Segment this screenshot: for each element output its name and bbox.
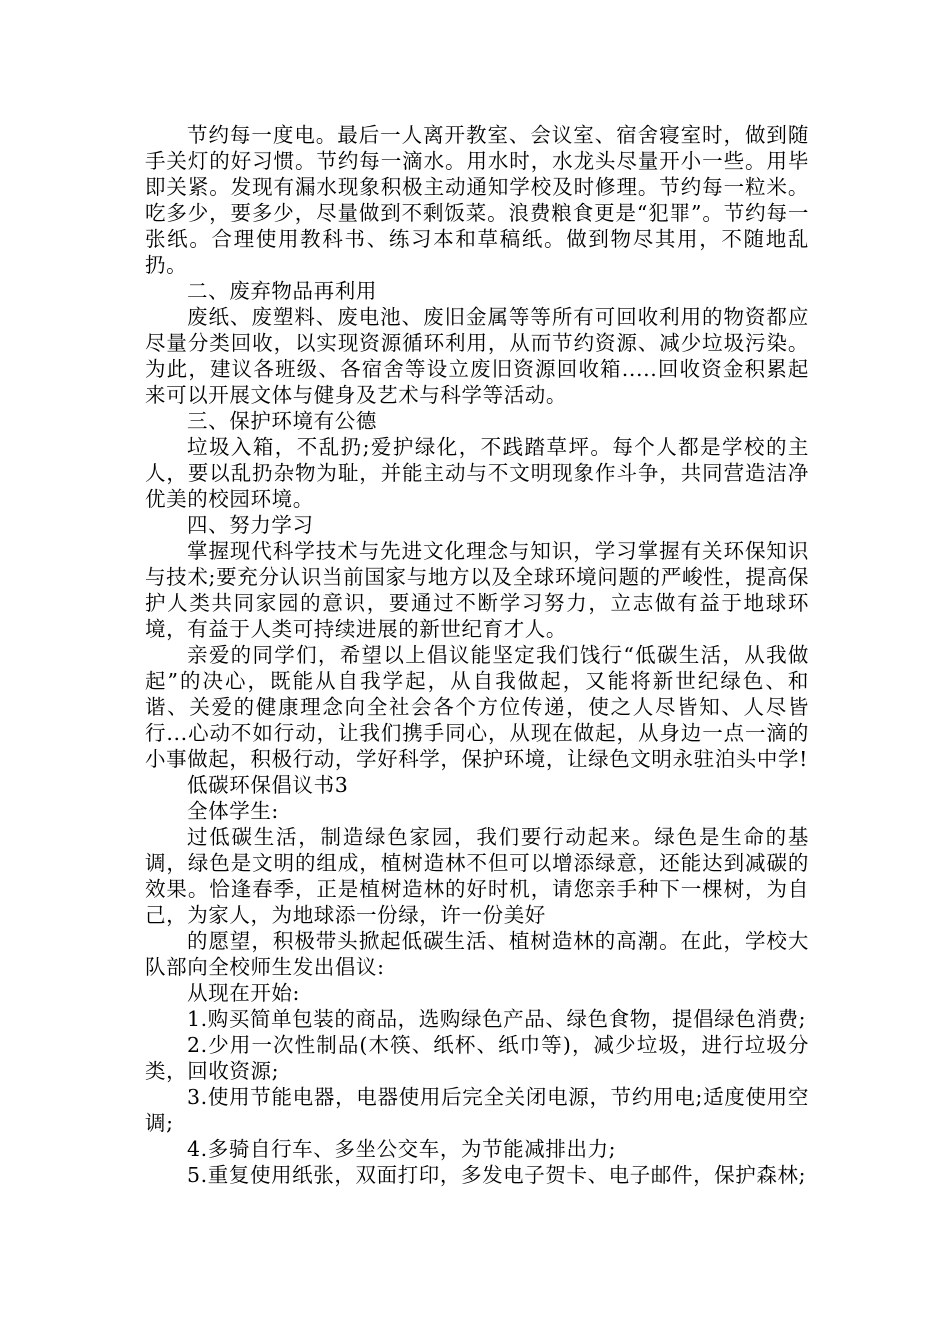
section-heading-reuse-waste: 二、废弃物品再利用 bbox=[187, 279, 377, 303]
document-title-proposal-3: 低碳环保倡议书3 bbox=[187, 773, 349, 797]
section-heading-protect-environment: 三、保护环境有公德 bbox=[187, 409, 377, 433]
salutation: 全体学生: bbox=[187, 799, 279, 823]
list-item-5: 5.重复使用纸张，双面打印，多发电子贺卡、电子邮件，保护森林; bbox=[187, 1163, 807, 1187]
section-heading-study-hard: 四、努力学习 bbox=[187, 513, 314, 537]
list-item-3: 3.使用节能电器，电器使用后完全关闭电源，节约用电;适度使用空调; bbox=[145, 1085, 809, 1135]
list-item-2: 2.少用一次性制品(木筷、纸杯、纸巾等)，减少垃圾，进行垃圾分类，回收资源; bbox=[145, 1033, 809, 1083]
paragraph-tree-planting: 过低碳生活，制造绿色家园，我们要行动起来。绿色是生命的基调，绿色是文明的组成，植树造林不但可以增添绿意，还能达到减碳的效果。恰逢春季，正是植树造林的好时机，请您亲手种下一棵树，为自己，为家人，为地球添一份绿，许一份美好 bbox=[145, 825, 809, 927]
paragraph-campus-environment: 垃圾入箱，不乱扔;爱护绿化，不践踏草坪。每个人都是学校的主人，要以乱扔杂物为耻，并能主动与不文明现象作斗争，共同营造洁净优美的校园环境。 bbox=[145, 435, 809, 511]
paragraph-study-knowledge: 掌握现代科学技术与先进文化理念与知识，学习掌握有关环保知识与技术;要充分认识当前国家与地方以及全球环境问题的严峻性，提高保护人类共同家园的意识，要通过不断学习努力，立志做有益于地球环境，有益于人类可持续进展的新世纪育才人。 bbox=[145, 539, 809, 641]
paragraph-closing-appeal: 亲爱的同学们，希望以上倡议能坚定我们饯行“低碳生活，从我做起”的决心，既能从自我学起，从自我做起，又能将新世纪绿色、和谐、关爱的健康理念向全社会各个方位传递，使之人尽皆知、人尽皆行...心动不如行动，让我们携手同心，从现在做起，从身边一点一滴的小事做起，积极行动，学好科学，保护环境，让绿色文明永驻泊头中学! bbox=[145, 643, 809, 771]
paragraph-recycling: 废纸、废塑料、废电池、废旧金属等等所有可回收利用的物资都应尽量分类回收，以实现资源循环利用，从而节约资源、减少垃圾污染。为此，建议各班级、各宿舍等设立废旧资源回收箱.....回收资金积累起来可以开展文体与健身及艺术与科学等活动。 bbox=[145, 305, 809, 407]
paragraph-save-electricity-water-food-paper: 节约每一度电。最后一人离开教室、会议室、宿舍寝室时，做到随手关灯的好习惯。节约每一滴水。用水时，水龙头尽量开小一些。用毕即关紧。发现有漏水现象积极主动通知学校及时修理。节约每一粒米。吃多少，要多少，尽量做到不剩饭菜。浪费粮食更是“犯罪”。节约每一张纸。合理使用教科书、练习本和草稿纸。做到物尽其用，不随地乱扔。 bbox=[145, 123, 809, 277]
list-intro: 从现在开始: bbox=[187, 981, 301, 1005]
list-item-4: 4.多骑自行车、多坐公交车，为节能减排出力; bbox=[187, 1137, 617, 1161]
paragraph-proposal-intro: 的愿望，积极带头掀起低碳生活、植树造林的高潮。在此，学校大队部向全校师生发出倡议: bbox=[145, 929, 809, 979]
document-body bbox=[145, 122, 809, 1188]
list-item-1: 1.购买简单包装的商品，选购绿色产品、绿色食物，提倡绿色消费; bbox=[187, 1007, 807, 1031]
